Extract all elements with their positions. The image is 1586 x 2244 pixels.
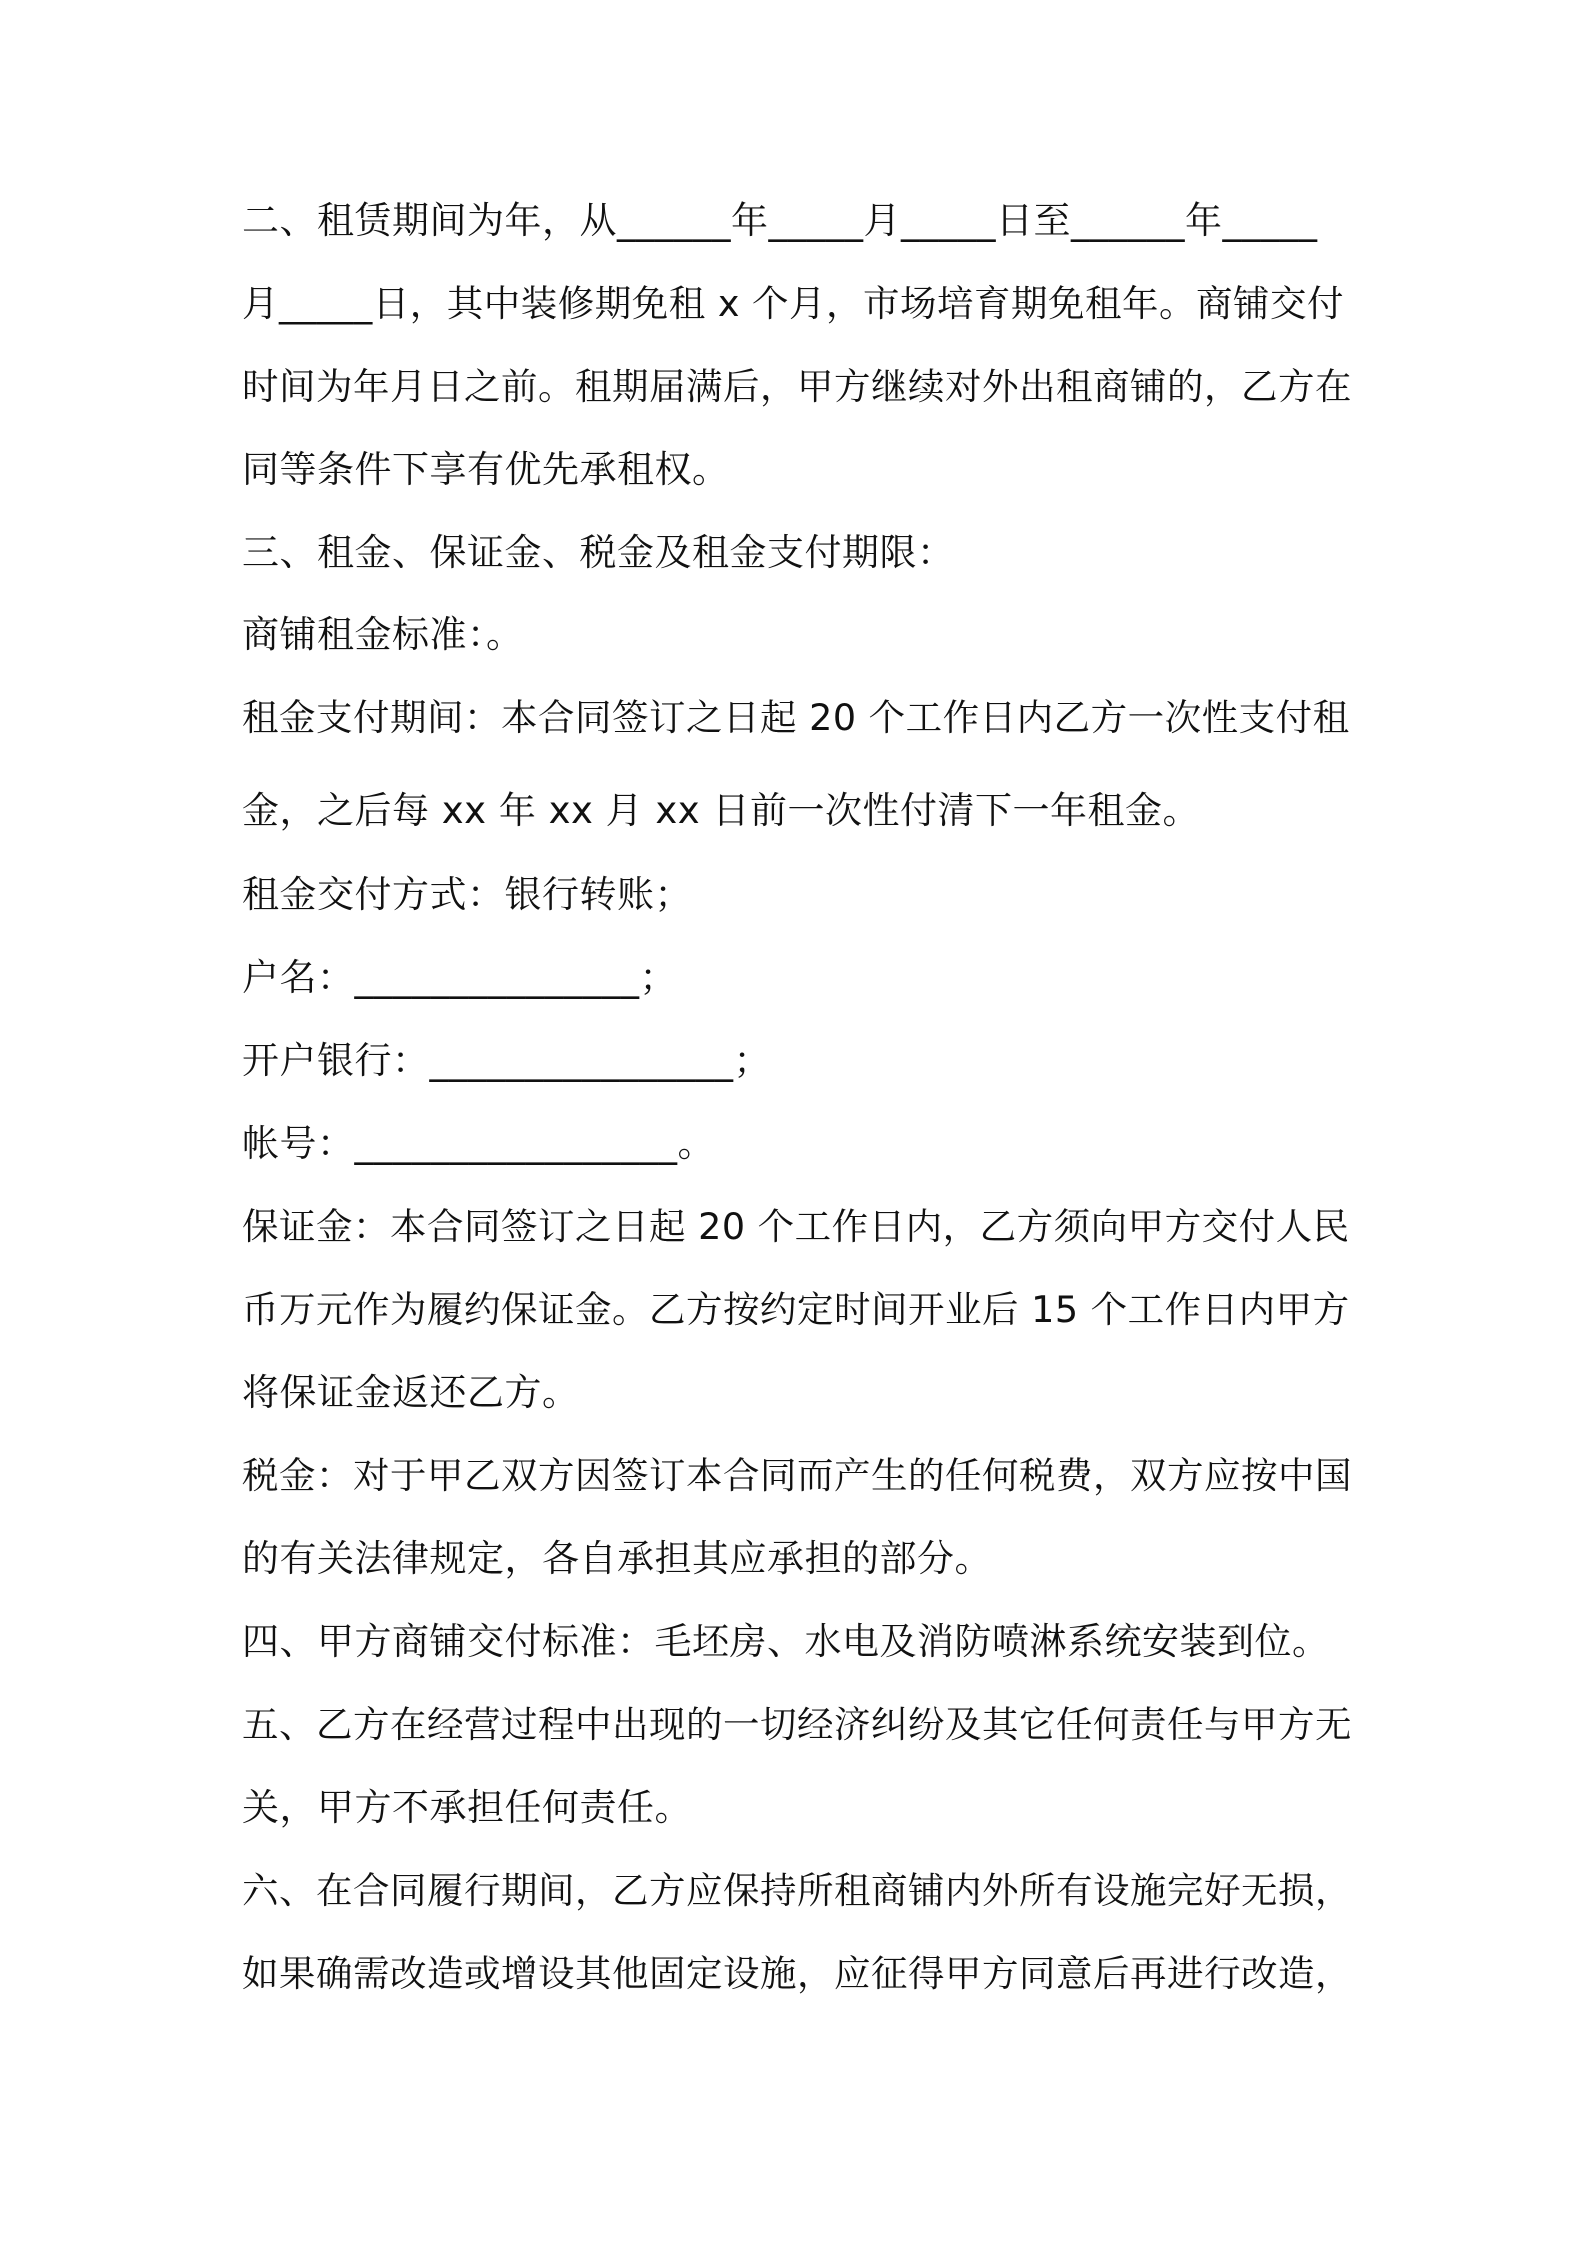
text-line: 商铺租金标准：。 <box>242 613 524 656</box>
text-line: 将保证金返还乙方。 <box>242 1371 580 1414</box>
text-line: 租金支付期间：本合同签订之日起 20 个工作日内乙方一次性支付租 <box>242 696 1350 739</box>
text-line: 月_____日，其中装修期免租 x 个月，市场培育期免租年。商铺交付 <box>242 282 1345 325</box>
text-line: 时间为年月日之前。租期届满后，甲方继续对外出租商铺的，乙方在 <box>242 365 1352 408</box>
section-heading: 五、乙方在经营过程中出现的一切经济纠纷及其它任何责任与甲方无 <box>242 1703 1352 1746</box>
text-line: 同等条件下享有优先承租权。 <box>242 448 730 491</box>
text-line: 币万元作为履约保证金。乙方按约定时间开业后 15 个工作日内甲方 <box>242 1288 1350 1331</box>
section-heading: 六、在合同履行期间，乙方应保持所租商铺内外所有设施完好无损， <box>242 1869 1352 1912</box>
text-line: 保证金：本合同签订之日起 20 个工作日内，乙方须向甲方交付人民 <box>242 1205 1350 1248</box>
text-line: 关，甲方不承担任何责任。 <box>242 1786 692 1829</box>
account-name-field: 户名：_______________； <box>242 956 677 999</box>
section-heading: 四、甲方商铺交付标准：毛坯房、水电及消防喷淋系统安装到位。 <box>242 1620 1330 1663</box>
text-line: 税金：对于甲乙双方因签订本合同而产生的任何税费，双方应按中国 <box>242 1454 1352 1497</box>
text-line: 金，之后每 xx 年 xx 月 xx 日前一次性付清下一年租金。 <box>242 789 1200 832</box>
account-number-field: 帐号：_________________。 <box>242 1122 715 1165</box>
section-heading: 三、租金、保证金、税金及租金支付期限： <box>242 531 955 574</box>
text-line: 的有关法律规定，各自承担其应承担的部分。 <box>242 1537 992 1580</box>
text-line: 租金交付方式：银行转账； <box>242 873 692 916</box>
bank-name-field: 开户银行：________________； <box>242 1039 771 1082</box>
text-line: 二、租赁期间为年，从______年_____月_____日至______年_____ <box>242 199 1318 242</box>
text-line: 如果确需改造或增设其他固定设施，应征得甲方同意后再进行改造， <box>242 1952 1352 1995</box>
